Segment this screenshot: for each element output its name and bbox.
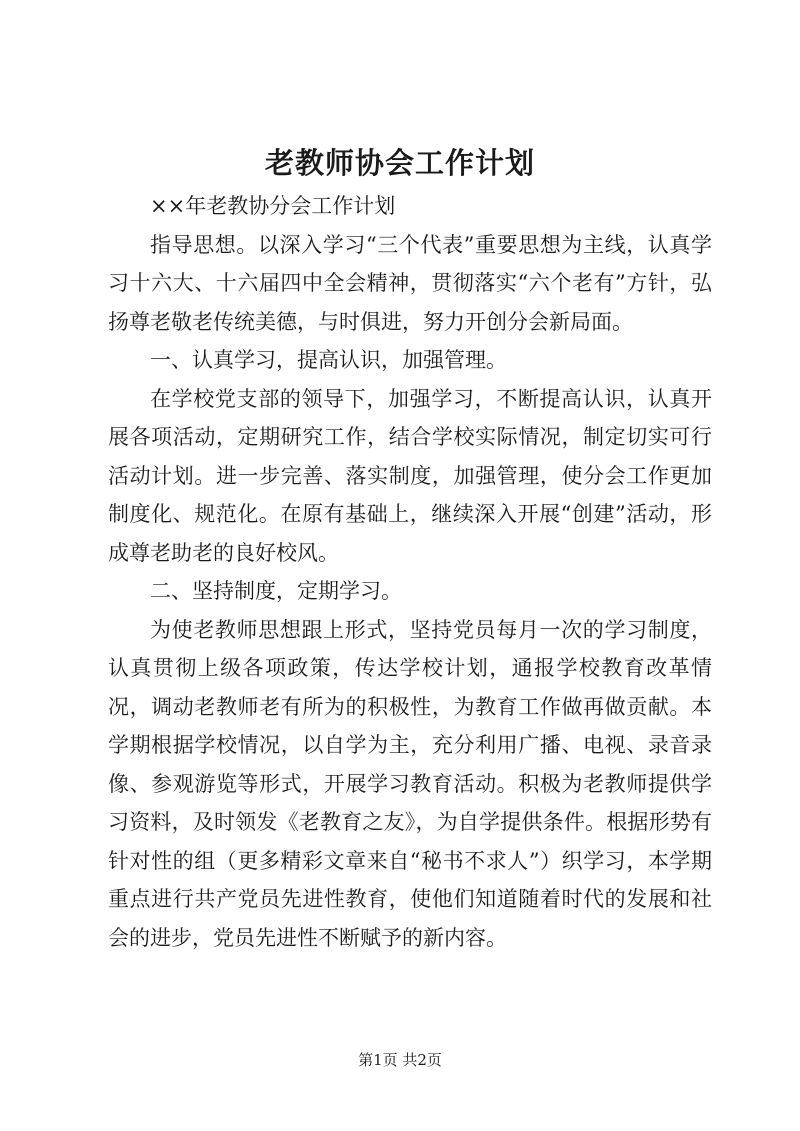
- section-heading-1: 一、认真学习，提高认识，加强管理。: [150, 348, 507, 372]
- page-footer: 第1页 共2页: [358, 1051, 442, 1069]
- document-title: 老教师协会工作计划: [264, 146, 535, 180]
- document-body: [108, 187, 712, 957]
- section-2-paragraph: 为使老教师思想跟上形式，坚持党员每月一次的学习制度，认真贯彻上级各项政策，传达学校计划，通报学校教育改革情况，调动老教师老有所为的积极性，为教育工作做再做贡献。本学期根据学校情况，以自学为主，充分利用广播、电视、录音录像、参观游览等形式，开展学习教育活动。积极为老教师提供学习资料，及时领发《老教育之友》，为自学提供条件。根据形势有针对性的组（更多精彩文章来自“秘书不求人”）织学习，本学期重点进行共产党员先进性教育，使他们知道随着时代的发展和社会的进步，党员先进性不断赋予的新内容。: [108, 617, 712, 950]
- guiding-principle-paragraph: 指导思想。以深入学习“三个代表”重要思想为主线，认真学习十六大、十六届四中全会精神，贯彻落实“六个老有”方针，弘扬尊老敬老传统美德，与时俱进，努力开创分会新局面。: [108, 232, 712, 334]
- section-heading-2: 二、坚持制度，定期学习。: [150, 579, 402, 603]
- section-1-paragraph: 在学校党支部的领导下，加强学习，不断提高认识，认真开展各项活动，定期研究工作，结合学校实际情况，制定切实可行活动计划。进一步完善、落实制度，加强管理，使分会工作更加制度化、规范化。在原有基础上，继续深入开展“创建”活动，形成尊老助老的良好校风。: [108, 386, 712, 565]
- subtitle-paragraph: ××年老教协分会工作计划: [150, 194, 396, 218]
